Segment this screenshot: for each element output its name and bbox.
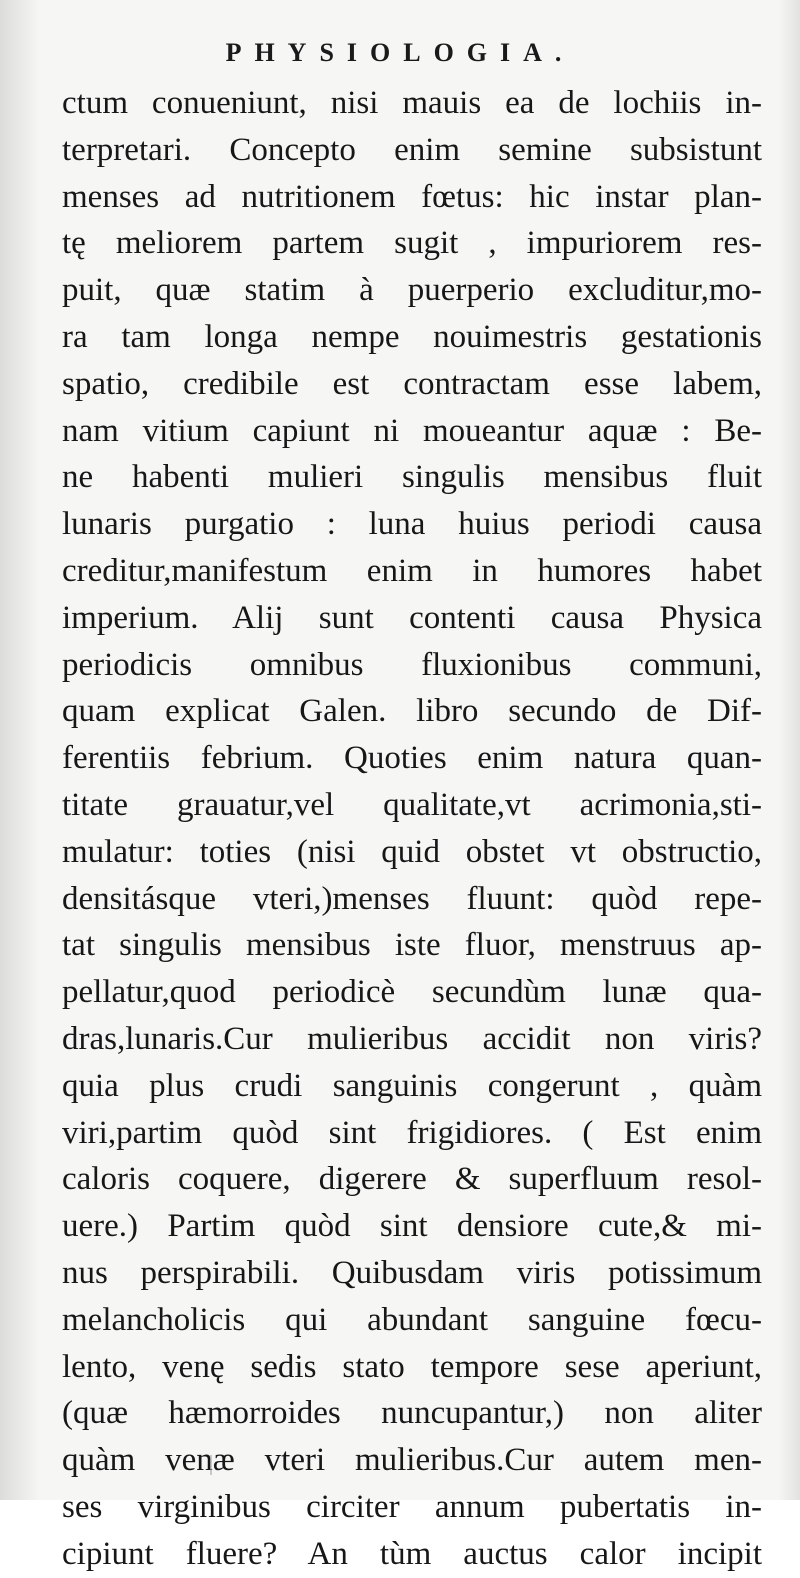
text-line: spatio, credibile est contractam esse labem,	[62, 365, 762, 402]
text-line: menses ad nutritionem fœtus: hic instar plan-	[62, 178, 762, 215]
text-line: imperium. Alij sunt contenti causa Physica	[62, 599, 762, 636]
text-line: melancholicis qui abundant sanguine fœcu-	[62, 1301, 762, 1338]
text-line: mulatur: toties (nisi quid obstet vt obstructio,	[62, 833, 762, 870]
running-head: PHYSIOLOGIA.	[225, 38, 575, 67]
text-line: tat singulis mensibus iste fluor, menstruus ap-	[62, 927, 762, 964]
text-line: ctum conueniunt, nisi mauis ea de lochiis in-	[62, 85, 762, 121]
text-line: caloris coquere, digerere & superfluum resol-	[62, 1161, 762, 1198]
text-line: creditur,manifestum enim in humores habet	[62, 552, 762, 589]
text-line: nam vitium capiunt ni moueantur aquæ : Be-	[62, 412, 762, 449]
text-line: quàm venæ vteri mulieribus.Cur autem men-	[62, 1442, 762, 1479]
text-line: lunaris purgatio : luna huius periodi causa	[62, 506, 762, 543]
body-text	[62, 80, 762, 1578]
text-line: ne habenti mulieri singulis mensibus fluit	[62, 459, 762, 496]
text-line: lento, venę sedis stato tempore sese aperiunt,	[62, 1348, 762, 1385]
text-line: uere.) Partim quòd sint densiore cute,& mi-	[62, 1208, 762, 1245]
text-line: viri,partim quòd sint frigidiores. ( Est enim	[62, 1114, 762, 1151]
text-line: cipiunt fluere? An tùm auctus calor incipit	[62, 1535, 762, 1572]
text-line: quia plus crudi sanguinis congerunt , quàm	[62, 1067, 762, 1104]
page-edge-shadow	[778, 0, 800, 1500]
ink-speck	[210, 1455, 220, 1475]
text-line: periodicis omnibus fluxionibus communi,	[62, 646, 762, 683]
text-line: nus perspirabili. Quibusdam viris potissimum	[62, 1254, 762, 1291]
text-line: terpretari. Concepto enim semine subsistunt	[62, 131, 762, 168]
text-line: ra tam longa nempe nouimestris gestationis	[62, 318, 762, 355]
text-line: ferentiis febrium. Quoties enim natura quan-	[62, 740, 762, 777]
text-line: dras,lunaris.Cur mulieribus accidit non viris?	[62, 1020, 762, 1057]
text-line: titate grauatur,vel qualitate,vt acrimonia,sti-	[62, 786, 762, 823]
text-line: pellatur,quod periodicè secundùm lunæ qua-	[62, 974, 762, 1011]
text-line: ses virginibus circiter annum pubertatis in-	[62, 1488, 762, 1525]
gutter-shadow	[0, 0, 40, 1500]
text-line: densitásque vteri,)menses fluunt: quòd repe-	[62, 880, 762, 917]
text-line: tę meliorem partem sugit , impuriorem res-	[62, 225, 762, 262]
text-line: puit, quæ statim à puerperio excluditur,mo-	[62, 272, 762, 309]
text-line: (quæ hæmorroides nuncupantur,) non aliter	[62, 1395, 762, 1432]
text-line: quam explicat Galen. libro secundo de Dif-	[62, 693, 762, 730]
